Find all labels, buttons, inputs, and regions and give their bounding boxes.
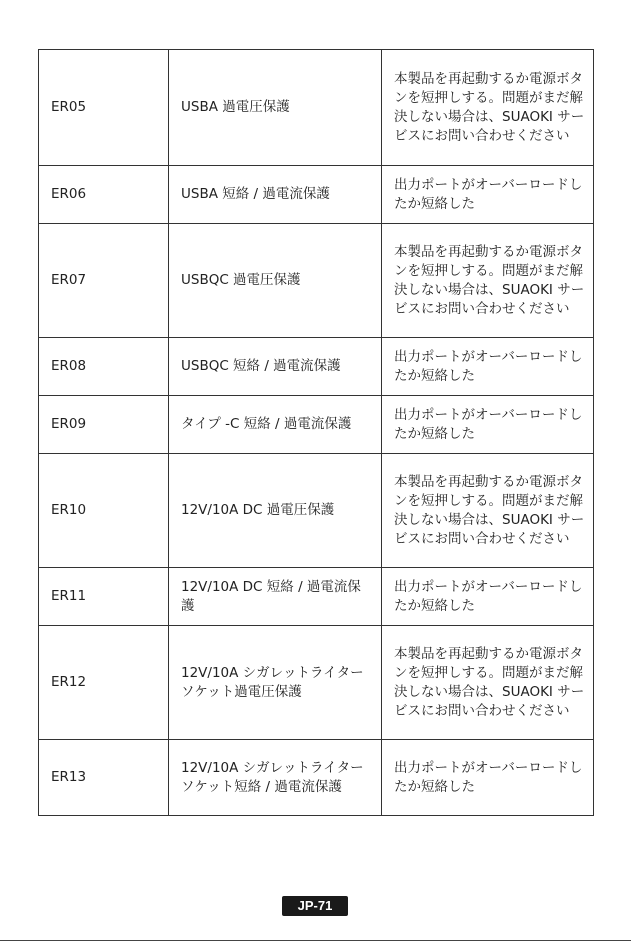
table-row (39, 454, 594, 568)
error-description: USBA 短絡 / 過電流保護 (169, 166, 382, 224)
error-code: ER05 (39, 50, 169, 166)
error-description: 12V/10A DC 短絡 / 過電流保護 (169, 568, 382, 626)
error-action: 出力ポートがオーバーロードしたか短絡した (382, 396, 594, 454)
error-code: ER10 (39, 454, 169, 568)
error-code: ER07 (39, 224, 169, 338)
table-row (39, 50, 594, 166)
table-row (39, 626, 594, 740)
error-code: ER09 (39, 396, 169, 454)
error-action: 出力ポートがオーバーロードしたか短絡した (382, 568, 594, 626)
error-code: ER13 (39, 740, 169, 816)
table-row (39, 166, 594, 224)
error-action: 本製品を再起動するか電源ボタンを短押しする。問題がまだ解決しない場合は、SUAOKI サービスにお問い合わせください (382, 224, 594, 338)
error-code-table (38, 49, 594, 816)
error-description: 12V/10A シガレットライター ソケット過電圧保護 (169, 626, 382, 740)
table-row (39, 338, 594, 396)
error-code: ER06 (39, 166, 169, 224)
error-description: USBQC 短絡 / 過電流保護 (169, 338, 382, 396)
error-action: 出力ポートがオーバーロードしたか短絡した (382, 740, 594, 816)
error-description: タイプ -C 短絡 / 過電流保護 (169, 396, 382, 454)
error-action: 本製品を再起動するか電源ボタンを短押しする。問題がまだ解決しない場合は、SUAOKI サービスにお問い合わせください (382, 626, 594, 740)
error-description: 12V/10A シガレットライター ソケット短絡 / 過電流保護 (169, 740, 382, 816)
error-action: 出力ポートがオーバーロードしたか短絡した (382, 166, 594, 224)
error-action: 本製品を再起動するか電源ボタンを短押しする。問題がまだ解決しない場合は、SUAOKI サービスにお問い合わせください (382, 454, 594, 568)
error-code: ER11 (39, 568, 169, 626)
error-code: ER08 (39, 338, 169, 396)
table-row (39, 396, 594, 454)
table-row (39, 740, 594, 816)
error-description: USBQC 過電圧保護 (169, 224, 382, 338)
error-description: USBA 過電圧保護 (169, 50, 382, 166)
table-row (39, 568, 594, 626)
error-action: 本製品を再起動するか電源ボタンを短押しする。問題がまだ解決しない場合は、SUAOKI サービスにお問い合わせください (382, 50, 594, 166)
table-row (39, 224, 594, 338)
error-description: 12V/10A DC 過電圧保護 (169, 454, 382, 568)
error-code: ER12 (39, 626, 169, 740)
error-action: 出力ポートがオーバーロードしたか短絡した (382, 338, 594, 396)
bottom-divider (0, 940, 631, 941)
page-number-badge: JP-71 (282, 896, 348, 916)
